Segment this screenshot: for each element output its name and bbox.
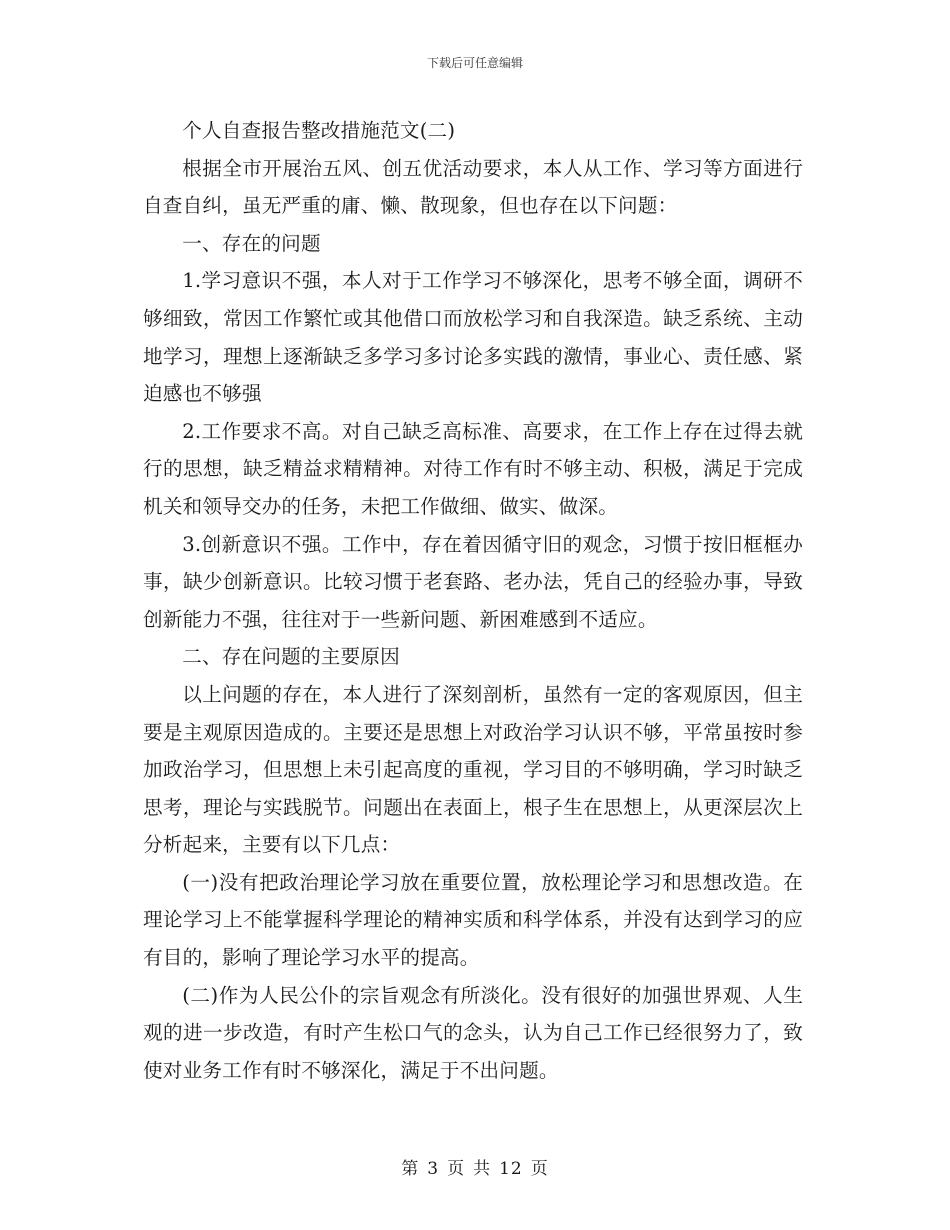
paragraph-item-3: 3.创新意识不强。工作中，存在着因循守旧的观念，习惯于按旧框框办事，缺少创新意识。比较习惯于老套路、老办法，凭自己的经验办事，导致创新能力不强，往往对于一些新问题、新困难感到不适应。 xyxy=(143,532,803,631)
paragraph-causes: 以上问题的存在，本人进行了深刻剖析，虽然有一定的客观原因，但主要是主观原因造成的。主要还是思想上对政治学习认识不够，平常虽按时参加政治学习，但思想上未引起高度的重视，学习目的不够明确，学习时缺乏思考，理论与实践脱节。问题出在表面上，根子生在思想上，从更深层次上分析起来，主要有以下几点： xyxy=(143,682,803,857)
footer-current-page: 3 xyxy=(427,1159,440,1179)
section-heading-problems: 一、存在的问题 xyxy=(182,231,321,255)
document-title: 个人自查报告整改措施范文(二) xyxy=(182,119,456,142)
page-footer xyxy=(0,1154,950,1179)
footer-label-gong: 共 xyxy=(473,1159,492,1179)
document-body xyxy=(143,112,803,1089)
paragraph-cause-2: (二)作为人民公仆的宗旨观念有所淡化。没有很好的加强世界观、人生观的进一步改造，有时产生松口气的念头，认为自己工作已经很努力了，致使对业务工作有时不够深化，满足于不出问题。 xyxy=(143,983,803,1082)
section-heading-causes: 二、存在问题的主要原因 xyxy=(182,645,400,669)
footer-total-pages: 12 xyxy=(499,1159,523,1179)
page-header: 下载后可任意编辑 xyxy=(426,56,523,70)
paragraph-item-2: 2.工作要求不高。对自己缺乏高标准、高要求，在工作上存在过得去就行的思想，缺乏精益求精精神。对待工作有时不够主动、积极，满足于完成机关和领导交办的任务，未把工作做细、做实、做深。 xyxy=(143,419,803,518)
paragraph-intro: 根据全市开展治五风、创五优活动要求，本人从工作、学习等方面进行自查自纠，虽无严重的庸、懒、散现象，但也存在以下问题： xyxy=(143,156,803,218)
footer-label-di: 第 xyxy=(401,1159,420,1179)
footer-label-ye: 页 xyxy=(447,1159,466,1179)
paragraph-item-1: 1.学习意识不强，本人对于工作学习不够深化，思考不够全面，调研不够细致，常因工作繁忙或其他借口而放松学习和自我深造。缺乏系统、主动地学习，理想上逐渐缺乏多学习多讨论多实践的激情，事业心、责任感、紧迫感也不够强 xyxy=(143,269,803,406)
paragraph-cause-1: (一)没有把政治理论学习放在重要位置，放松理论学习和思想改造。在理论学习上不能掌握科学理论的精神实质和科学体系，并没有达到学习的应有目的，影响了理论学习水平的提高。 xyxy=(143,870,803,970)
footer-label-ye2: 页 xyxy=(530,1159,549,1179)
